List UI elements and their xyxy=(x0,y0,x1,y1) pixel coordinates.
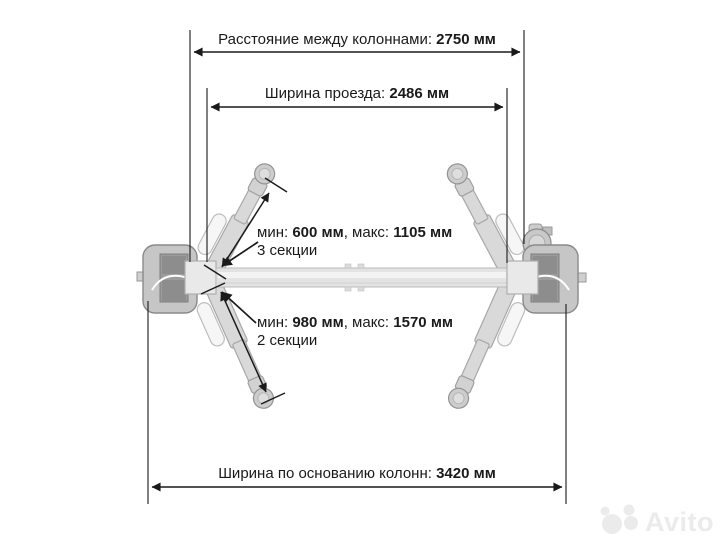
note-upper-arm-line2: 3 секции xyxy=(257,242,318,259)
note-lower-max-label: макс: xyxy=(352,314,394,331)
swing-arm-lower-right xyxy=(445,281,531,418)
note-lower-arm-line2: 2 секции xyxy=(257,332,318,349)
crossbar-tab xyxy=(358,264,364,268)
dimension-label-base-value: 3420 мм xyxy=(436,465,496,482)
note-upper-max-value: 1105 мм xyxy=(393,224,453,241)
right-carriage xyxy=(507,261,538,294)
note-upper-arm-line1 xyxy=(257,224,452,242)
crossbar xyxy=(216,264,508,291)
dimension-label-drive-value: 2486 мм xyxy=(389,85,450,102)
note-upper-min-value: 600 мм xyxy=(292,224,344,241)
note-lower-arm xyxy=(257,314,453,350)
left-column-block-bottom xyxy=(162,280,186,301)
note-lower-min-label: мин: xyxy=(257,314,293,331)
note-upper-sep: , xyxy=(343,224,353,241)
crossbar-tab xyxy=(345,287,351,291)
note-upper-min-label: мин: xyxy=(257,224,293,241)
note-lower-min-value: 980 мм xyxy=(292,314,344,331)
note-lower-max-value: 1570 мм xyxy=(393,314,454,331)
dimension-label-columns-value: 2750 мм xyxy=(436,31,496,48)
crossbar-tab xyxy=(358,287,364,291)
note-upper-arm xyxy=(257,224,452,260)
note-lower-sep: , xyxy=(343,314,353,331)
arm-upper-measure-tick-far xyxy=(265,178,287,192)
avito-logo-icon xyxy=(597,501,643,537)
dimension-label-columns xyxy=(190,31,524,48)
avito-watermark-text: Avito xyxy=(645,507,714,537)
dimension-label-base xyxy=(148,465,566,482)
note-upper-max-label: макс: xyxy=(352,224,394,241)
dimension-label-drive-text: Ширина проезда: xyxy=(264,85,390,102)
dimension-label-columns-text: Расстояние между колоннами: xyxy=(218,31,437,48)
left-column-block-top xyxy=(162,256,186,274)
note-lower-arm-line1 xyxy=(257,314,453,332)
dimension-label-base-text: Ширина по основанию колонн: xyxy=(218,465,437,482)
crossbar-tab xyxy=(345,264,351,268)
avito-watermark xyxy=(597,501,714,537)
dimension-label-drive xyxy=(207,85,507,102)
swing-arm-upper-right xyxy=(444,153,531,275)
